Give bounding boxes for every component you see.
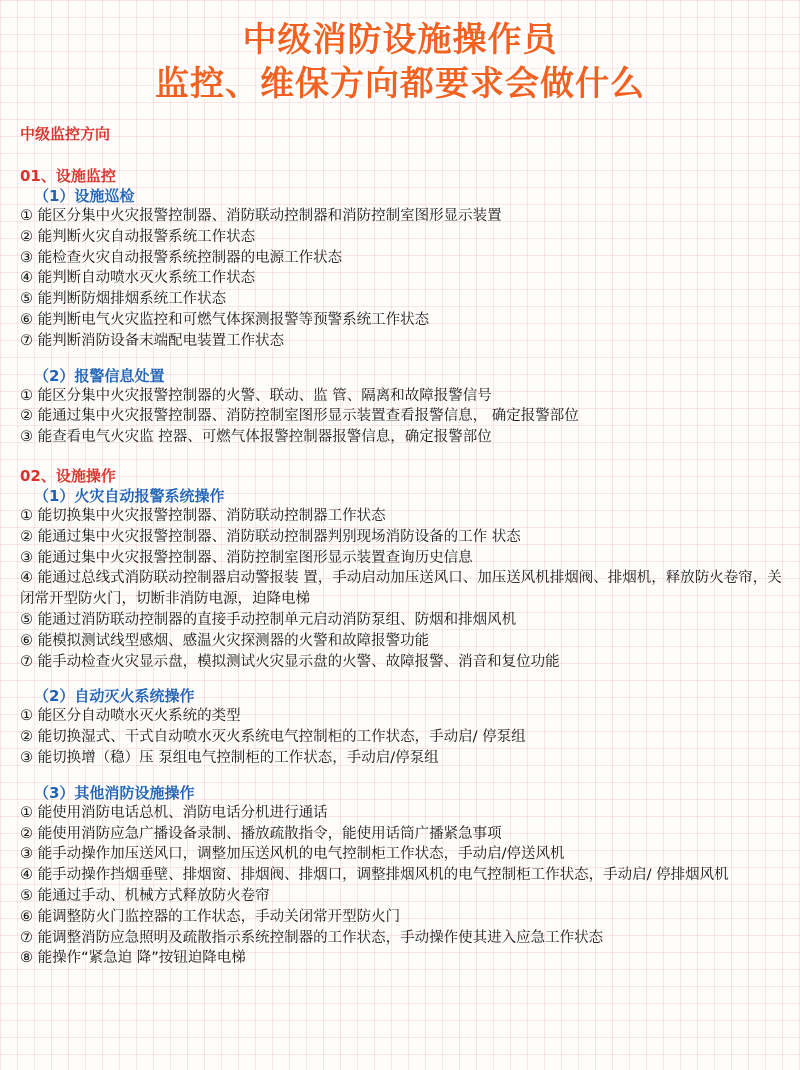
section-title: 中级监控方向 — [20, 125, 111, 143]
list-item: ③ 能手动操作加压送风口，调整加压送风机的电气控制柜工作状态，手动启/停送风机 — [20, 846, 565, 863]
list-item: ④ 能通过总线式消防联动控制器启动警报装 置，手动启动加压送风口、加压送风机排烟阀、排烟机，释放防火卷帘，关闭常开型防火门，切断非消防电源，迫降电梯 — [20, 570, 782, 608]
list-item: ② 能判断火灾自动报警系统工作状态 — [20, 228, 256, 245]
list-item: ⑥ 能调整防火门监控器的工作状态，手动关闭常开型防火门 — [20, 908, 401, 925]
list-item: ④ 能手动操作挡烟垂壁、排烟窗、排烟阀、排烟口，调整排烟风机的电气控制柜工作状态，手动启/ 停排烟风机 — [20, 867, 729, 884]
list-item: ① 能使用消防电话总机、消防电话分机进行通话 — [20, 804, 328, 821]
list-item: ③ 能查看电气火灾监 控器、可燃气体报警控制器报警信息，确定报警部位 — [20, 429, 492, 446]
list-item: ② 能使用消防应急广播设备录制、播放疏散指令，能使用话筒广播紧急事项 — [20, 825, 502, 842]
list-item: ① 能切换集中火灾报警控制器、消防联动控制器工作状态 — [20, 507, 386, 524]
list-item: ① 能区分自动喷水灭火系统的类型 — [20, 708, 241, 725]
subsection-title-inspection: （1）设施巡检 — [34, 187, 135, 205]
list-item: ⑦ 能调整消防应急照明及疏散指示系统控制器的工作状态，手动操作使其进入应急工作状态 — [20, 929, 604, 946]
subsection-title-other-facilities: （3）其他消防设施操作 — [34, 783, 195, 802]
document-body — [20, 124, 788, 969]
subsection-title-alarm-handling: （2）报警信息处置 — [34, 366, 165, 385]
list-item: ① 能区分集中火灾报警控制器的火警、联动、监 管、隔离和故障报警信号 — [20, 387, 492, 404]
list-item: ⑤ 能通过消防联动控制器的直接手动控制单元启动消防泵组、防烟和排烟风机 — [20, 611, 517, 628]
list-item: ③ 能通过集中火灾报警控制器、消防控制室图形显示装置查询历史信息 — [20, 549, 473, 566]
list-item: ⑥ 能判断电气火灾监控和可燃气体探测报警等预警系统工作状态 — [20, 311, 430, 328]
list-item: ⑤ 能通过手动、机械方式释放防火卷帘 — [20, 887, 270, 904]
group-title-monitoring: 01、设施监控 — [20, 167, 116, 185]
list-item: ① 能区分集中火灾报警控制器、消防联动控制器和消防控制室图形显示装置 — [20, 208, 502, 224]
list-item: ③ 能检查火灾自动报警系统控制器的电源工作状态 — [20, 249, 343, 266]
list-item: ⑦ 能手动检查火灾显示盘，模拟测试火灾显示盘的火警、故障报警、消音和复位功能 — [20, 653, 560, 670]
page-title-line-2: 监控、维保方向都要求会做什么 — [155, 64, 645, 104]
subsection-title-fire-alarm-operation: （1）火灾自动报警系统操作 — [34, 486, 225, 505]
list-item: ③ 能切换增（稳）压 泵组电气控制柜的工作状态，手动启/停泵组 — [20, 749, 439, 766]
list-item: ② 能通过集中火灾报警控制器、消防控制室图形显示装置查看报警信息， 确定报警部位 — [20, 408, 579, 425]
list-item: ② 能切换湿式、干式自动喷水灭火系统电气控制柜的工作状态，手动启/ 停泵组 — [20, 729, 526, 746]
list-item: ⑥ 能模拟测试线型感烟、感温火灾探测器的火警和故障报警功能 — [20, 632, 430, 649]
list-item: ⑧ 能操作“紧急迫 降”按钮迫降电梯 — [20, 950, 246, 967]
list-item: ② 能通过集中火灾报警控制器、消防联动控制器判别现场消防设备的工作 状态 — [20, 528, 521, 545]
list-item: ④ 能判断自动喷水灭火系统工作状态 — [20, 270, 256, 287]
subsection-title-auto-extinguishing: （2）自动灭火系统操作 — [34, 687, 195, 706]
group-title-operation: 02、设施操作 — [20, 466, 116, 485]
page-title-line-1: 中级消防设施操作员 — [242, 20, 558, 60]
list-item: ⑤ 能判断防烟排烟系统工作状态 — [20, 291, 227, 308]
list-item: ⑦ 能判断消防设备末端配电装置工作状态 — [20, 332, 285, 349]
